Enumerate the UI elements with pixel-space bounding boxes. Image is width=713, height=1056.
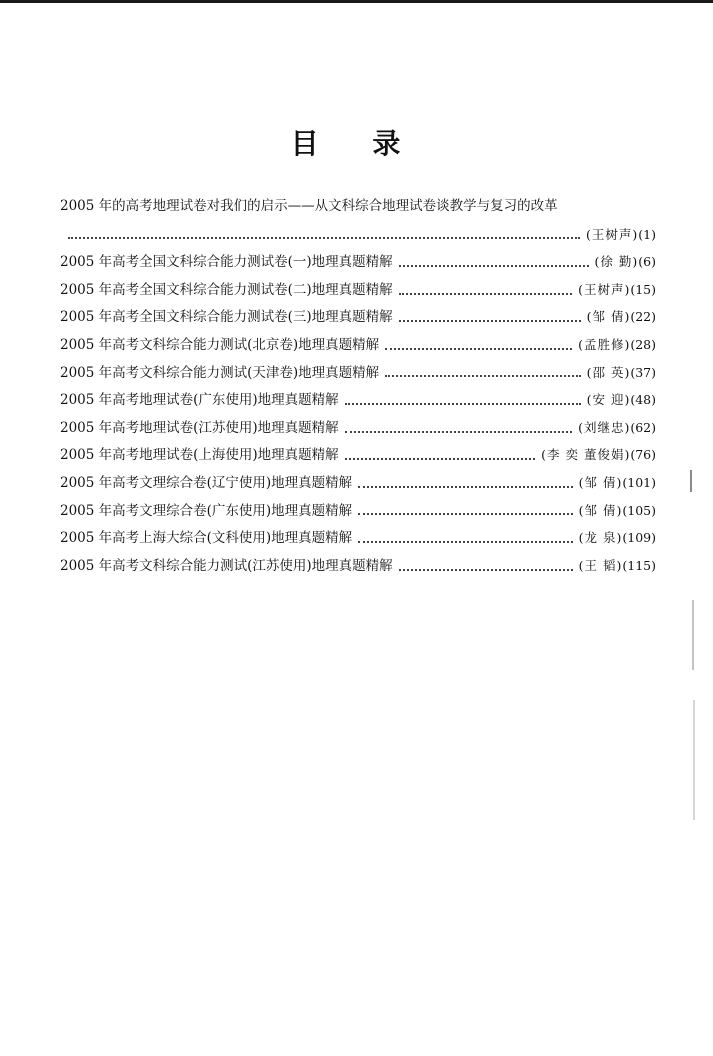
leader-dots <box>399 285 572 295</box>
toc-entry-author: (王树声) <box>586 226 639 242</box>
leader-dots <box>68 229 580 239</box>
scan-edge-mark <box>693 700 695 820</box>
toc-entry-author: (邹 倩) <box>578 474 623 490</box>
page-title: 目 录 <box>290 127 423 160</box>
table-of-contents <box>60 193 656 579</box>
top-rule <box>0 0 713 3</box>
toc-entry <box>60 552 656 580</box>
toc-entry <box>60 414 656 442</box>
toc-entry <box>60 248 656 276</box>
toc-entry-page: (76) <box>630 447 656 463</box>
toc-entry-title: 2005 年高考文科综合能力测试(江苏使用)地理真题精解 <box>60 557 393 574</box>
toc-entry-title: 2005 年高考文科综合能力测试(天津卷)地理真题精解 <box>60 364 380 381</box>
toc-entry <box>60 331 656 359</box>
leader-dots <box>399 561 573 571</box>
toc-entry-title: 2005 年高考全国文科综合能力测试卷(三)地理真题精解 <box>60 309 393 326</box>
leader-dots <box>345 450 535 460</box>
toc-entry-author: (刘继忠) <box>578 419 631 435</box>
toc-entry-title: 2005 年高考文理综合卷(辽宁使用)地理真题精解 <box>60 474 353 491</box>
toc-entry-author: (邹 倩) <box>586 309 631 325</box>
toc-entry-page: (48) <box>630 392 656 408</box>
toc-entry-title: 2005 年高考地理试卷(广东使用)地理真题精解 <box>60 392 339 409</box>
toc-entry-author: (龙 泉) <box>578 530 623 546</box>
toc-entry-page: (28) <box>630 336 656 352</box>
toc-entry-title: 2005 年高考全国文科综合能力测试卷(一)地理真题精解 <box>60 254 393 271</box>
toc-entry-author: (邹 倩) <box>578 502 623 518</box>
toc-entry <box>60 276 656 304</box>
leader-dots <box>358 505 572 515</box>
toc-entry-author: (李 奕 董俊娟) <box>541 447 631 463</box>
toc-entry-title: 2005 年高考地理试卷(江苏使用)地理真题精解 <box>60 419 339 436</box>
leader-dots <box>399 257 589 267</box>
toc-entry-title: 2005 年高考地理试卷(上海使用)地理真题精解 <box>60 447 339 464</box>
toc-entry <box>60 497 656 525</box>
leader-dots <box>399 312 581 322</box>
toc-entry <box>60 469 656 497</box>
toc-entry-page: (1) <box>638 226 656 242</box>
toc-entry-page: (62) <box>630 419 656 435</box>
toc-entry <box>60 359 656 387</box>
toc-entry-page: (101) <box>622 474 656 490</box>
toc-entry-page: (22) <box>630 309 656 325</box>
toc-entry-author: (邵 英) <box>586 364 631 380</box>
toc-entry-page: (15) <box>630 281 656 297</box>
toc-entry-author: (安 迎) <box>586 392 631 408</box>
toc-entry-page: (115) <box>622 557 656 573</box>
toc-entry-page: (6) <box>638 254 656 270</box>
scan-edge-mark <box>690 470 692 492</box>
toc-entry-page: (109) <box>622 530 656 546</box>
leader-dots <box>345 395 581 405</box>
toc-entry <box>60 524 656 552</box>
toc-entry <box>60 386 656 414</box>
toc-entry-page: (37) <box>630 364 656 380</box>
toc-entry-author: (孟胜修) <box>578 336 631 352</box>
toc-entry-author: (徐 勤) <box>594 254 639 270</box>
leader-dots <box>385 340 572 350</box>
leader-dots <box>358 533 572 543</box>
leader-dots <box>385 367 580 377</box>
toc-entry-title: 2005 年高考文科综合能力测试(北京卷)地理真题精解 <box>60 336 380 353</box>
scan-edge-mark <box>692 600 694 670</box>
toc-entry-page: (105) <box>622 502 656 518</box>
toc-entry-title: 2005 年高考全国文科综合能力测试卷(二)地理真题精解 <box>60 281 393 298</box>
toc-entry-author: (王树声) <box>578 281 631 297</box>
toc-entry-author: (王 韬) <box>578 557 623 573</box>
toc-entry <box>60 303 656 331</box>
toc-entry <box>60 221 656 249</box>
toc-entry-title: 2005 年的高考地理试卷对我们的启示——从文科综合地理试卷谈教学与复习的改革 <box>60 198 558 214</box>
leader-dots <box>358 478 572 488</box>
toc-entry-title: 2005 年高考上海大综合(文科使用)地理真题精解 <box>60 530 353 547</box>
leader-dots <box>345 423 572 433</box>
toc-entry-title: 2005 年高考文理综合卷(广东使用)地理真题精解 <box>60 502 353 519</box>
toc-entry <box>60 441 656 469</box>
